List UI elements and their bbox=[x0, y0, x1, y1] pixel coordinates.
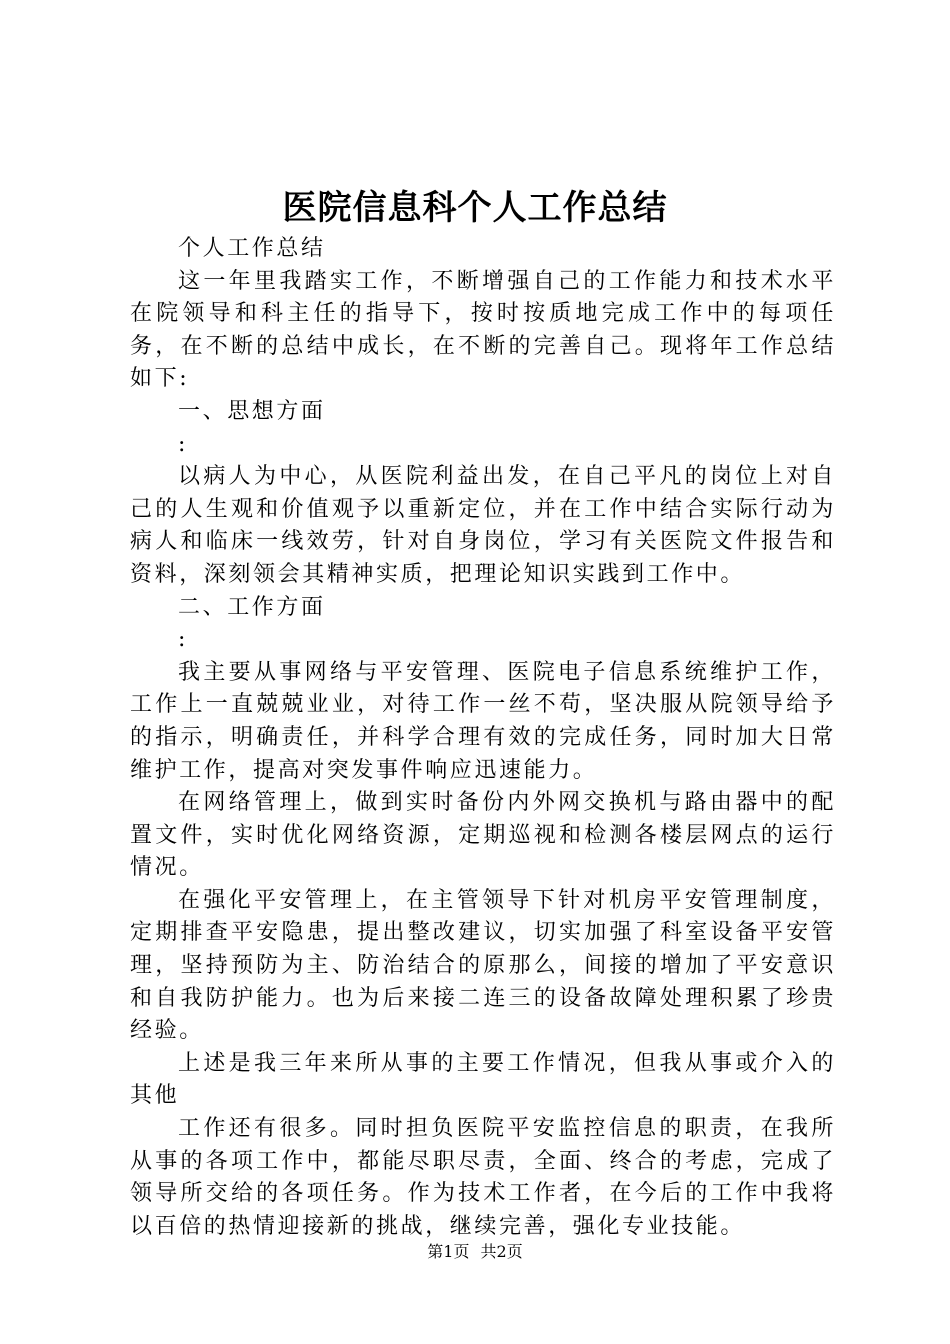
paragraph-intro: 这一年里我踏实工作，不断增强自己的工作能力和技术水平在院领导和科主任的指导下，按时按质地完成工作中的每项任务，在不断的总结中成长，在不断的完善自己。现将年工作总结如下: bbox=[130, 268, 836, 392]
page-footer bbox=[0, 1241, 950, 1263]
paragraph-network: 在网络管理上，做到实时备份内外网交换机与路由器中的配置文件，实时优化网络资源，定期巡视和检测各楼层网点的运行情况。 bbox=[130, 790, 836, 881]
section-heading-thought: 一、思想方面 bbox=[178, 398, 326, 424]
paragraph-security: 在强化平安管理上，在主管领导下针对机房平安管理制度，定期排查平安隐患，提出整改建议，切实加强了科室设备平安管理，坚持预防为主、防治结合的原那么，间接的增加了平安意识和自我防护能力。也为后来接二连三的设备故障处理积累了珍贵经验。 bbox=[130, 887, 836, 1044]
section-colon: : bbox=[178, 627, 189, 653]
paragraph-subtitle: 个人工作总结 bbox=[178, 236, 326, 261]
section-colon: : bbox=[178, 431, 189, 457]
document-body bbox=[130, 233, 836, 1243]
page-number-total: 共2页 bbox=[480, 1242, 523, 1261]
paragraph-work-main: 我主要从事网络与平安管理、医院电子信息系统维护工作，工作上一直兢兢业业，对待工作一丝不苟，坚决服从院领导给予的指示，明确责任，并科学合理有效的完成任务，同时加大日常维护工作，提高对突发事件响应迅速能力。 bbox=[130, 659, 836, 783]
paragraph-summary: 上述是我三年来所从事的主要工作情况，但我从事或介入的其他 bbox=[130, 1050, 836, 1109]
paragraph-thought: 以病人为中心，从医院利益出发，在自己平凡的岗位上对自己的人生观和价值观予以重新定位，并在工作中结合实际行动为病人和临床一线效劳，针对自身岗位，学习有关医院文件报告和资料，深刻领会其精神实质，把理论知识实践到工作中。 bbox=[130, 464, 836, 587]
paragraph-closing: 工作还有很多。同时担负医院平安监控信息的职责，在我所从事的各项工作中，都能尽职尽责，全面、终合的考虑，完成了领导所交给的各项任务。作为技术工作者，在今后的工作中我将以百倍的热情迎接新的挑战，继续完善，强化专业技能。 bbox=[130, 1116, 836, 1239]
document-title: 医院信息科个人工作总结 bbox=[282, 188, 668, 228]
page-number-current: 第1页 bbox=[427, 1242, 470, 1261]
section-heading-work: 二、工作方面 bbox=[178, 594, 326, 620]
